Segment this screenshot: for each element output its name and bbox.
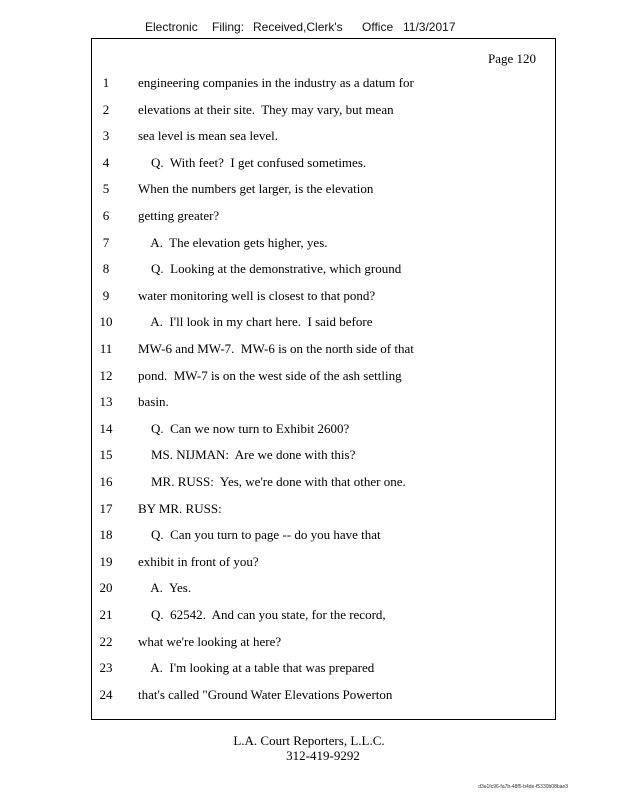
document-id: d3e1fc96-fa7b-48f5-b4de-f5330b08bae3 bbox=[478, 784, 568, 790]
line-number: 19 bbox=[99, 554, 113, 569]
line-number: 12 bbox=[99, 368, 113, 383]
line-text: exhibit in front of you? bbox=[138, 554, 259, 569]
line-text: A. I'm looking at a table that was prepared bbox=[138, 660, 375, 675]
line-text: getting greater? bbox=[138, 208, 220, 223]
line-text: engineering companies in the industry as a datum for bbox=[138, 75, 414, 90]
line-number: 13 bbox=[99, 394, 113, 409]
line-number: 24 bbox=[99, 687, 113, 702]
line-number: 3 bbox=[102, 128, 110, 143]
line-number: 17 bbox=[99, 501, 113, 516]
line-text: MR. RUSS: Yes, we're done with that other one. bbox=[138, 474, 406, 489]
line-number: 7 bbox=[102, 235, 110, 250]
line-text: sea level is mean sea level. bbox=[138, 128, 279, 143]
line-number: 10 bbox=[99, 314, 113, 329]
line-number: 9 bbox=[102, 288, 110, 303]
line-text: Q. Can we now turn to Exhibit 2600? bbox=[138, 421, 350, 436]
line-number: 2 bbox=[102, 102, 110, 117]
line-text: MW-6 and MW-7. MW-6 is on the north side of that bbox=[138, 341, 414, 356]
line-text: A. The elevation gets higher, yes. bbox=[138, 235, 328, 250]
line-number: 11 bbox=[99, 341, 113, 356]
filing-header-date: 11/3/2017 bbox=[403, 20, 456, 34]
line-text: Q. With feet? I get confused sometimes. bbox=[138, 155, 367, 170]
line-text: Q. 62542. And can you state, for the record, bbox=[138, 607, 386, 622]
filing-header-filing: Filing: bbox=[212, 20, 245, 34]
filing-header bbox=[0, 20, 618, 38]
line-number: 6 bbox=[102, 208, 110, 223]
line-number: 20 bbox=[99, 580, 113, 595]
line-text: A. I'll look in my chart here. I said before bbox=[138, 314, 373, 329]
line-number: 23 bbox=[99, 660, 113, 675]
line-number: 14 bbox=[99, 421, 113, 436]
line-text: basin. bbox=[138, 394, 169, 409]
line-number: 16 bbox=[99, 474, 113, 489]
line-number: 5 bbox=[102, 181, 110, 196]
line-text: Q. Looking at the demonstrative, which ground bbox=[138, 261, 402, 276]
line-text: pond. MW-7 is on the west side of the ash settling bbox=[138, 368, 402, 383]
line-text: MS. NIJMAN: Are we done with this? bbox=[138, 447, 356, 462]
filing-header-received: Received,Clerk's bbox=[253, 20, 343, 34]
line-number: 15 bbox=[99, 447, 113, 462]
line-number: 8 bbox=[102, 261, 110, 276]
footer-phone: 312-419-9292 bbox=[286, 748, 360, 763]
line-text: elevations at their site. They may vary, but mean bbox=[138, 102, 394, 117]
line-number: 21 bbox=[99, 607, 113, 622]
line-text: A. Yes. bbox=[138, 580, 192, 595]
line-number: 1 bbox=[102, 75, 110, 90]
line-text: what we're looking at here? bbox=[138, 634, 282, 649]
line-number: 18 bbox=[99, 527, 113, 542]
filing-header-electronic: Electronic bbox=[145, 20, 198, 34]
line-number: 4 bbox=[102, 155, 110, 170]
line-text: BY MR. RUSS: bbox=[138, 501, 222, 516]
filing-header-office: Office bbox=[362, 20, 394, 34]
line-text: Q. Can you turn to page -- do you have that bbox=[138, 527, 381, 542]
page-number: Page 120 bbox=[487, 51, 536, 66]
line-number: 22 bbox=[99, 634, 113, 649]
line-text: water monitoring well is closest to that pond? bbox=[138, 288, 376, 303]
line-text: When the numbers get larger, is the elevation bbox=[138, 181, 374, 196]
footer-company: L.A. Court Reporters, L.L.C. bbox=[233, 733, 385, 748]
line-text: that's called "Ground Water Elevations Powerton bbox=[138, 687, 393, 702]
